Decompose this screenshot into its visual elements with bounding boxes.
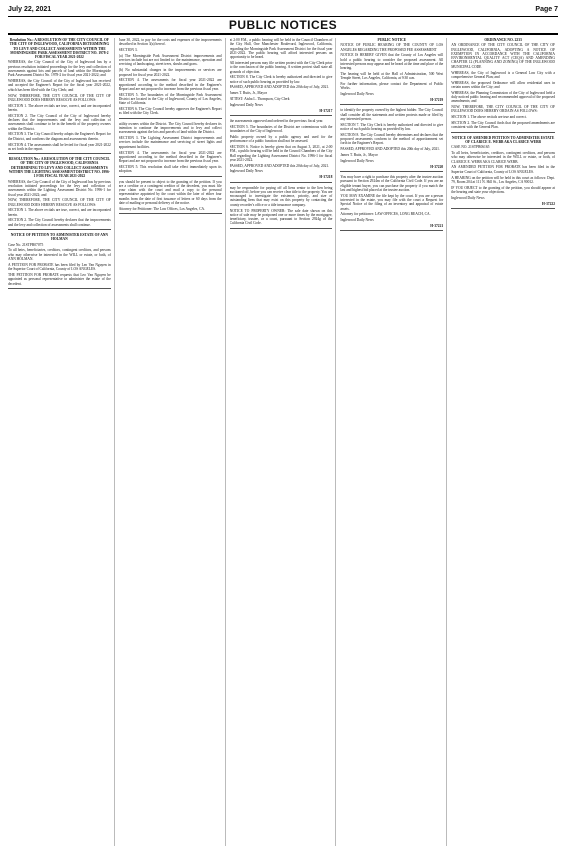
notice-divider: [8, 229, 111, 230]
notice-column: [119, 38, 226, 846]
notice-column: [8, 38, 115, 846]
notice-divider: [8, 288, 111, 289]
notice-paragraph: AN ORDINANCE OF THE CITY COUNCIL OF THE CITY OF INGLEWOOD, CALIFORNIA, ADOPTING A NOTICE OF EXEMPTION IN ACCORDANCE WITH THE CALIFORNIA ENVIRONMENTAL QUALITY ACT (CEQA) AND AMENDING CHAPTER 12 (PLANNING AND ZONING) OF THE INGLEWOOD MUNICIPAL CODE: [451, 43, 555, 69]
notice-paragraph: SECTION 1. The above recitals are true, correct, and are incorporated herein.: [8, 208, 111, 217]
notice-paragraph: A PETITION FOR PROBATE has been filed by Leo Van Nguyen in the Superior Court of California, County of LOS ANGELES.: [8, 262, 111, 272]
notice-columns: [8, 38, 558, 846]
notice-paragraph: WHEREAS, the Planning Commission of the City of Inglewood held a duly noticed public hearing and recommended approval of the proposed amendments; and: [451, 90, 555, 104]
notice-divider: [451, 132, 555, 133]
legal-notice: [8, 38, 111, 154]
notice-divider: [230, 228, 333, 229]
notice-paragraph: A HEARING on the petition will be held in this court as follows: Dept. 79, Room 204 at 111 N. Hill St., Los Angeles, CA 90012.: [451, 175, 555, 184]
notice-divider: [119, 213, 222, 214]
notice-id: H-37219: [430, 98, 444, 103]
notice-paragraph: Inglewood Daily News: [340, 218, 374, 223]
legal-notice: [340, 38, 443, 105]
notice-paragraph: NOTICE IS HEREBY GIVEN that the County of Los Angeles will hold a public hearing to consider the proposed assessment. All interested persons may appear and be heard at the time and place of the hearing.: [340, 53, 444, 71]
notice-paragraph: SECTION 5. This resolution shall take effect immediately upon its adoption.: [118, 164, 222, 174]
notice-paragraph: Inglewood Daily News: [451, 195, 485, 200]
notice-paragraph: SECTION 5. The boundaries of the District are coterminous with the boundaries of the City of Inglewood.: [229, 124, 333, 134]
notice-column: [230, 38, 337, 846]
notice-paragraph: The hearing will be held at the Hall of Administration, 500 West Temple Street, Los Angeles, California, at 9:30 a.m.: [340, 72, 444, 81]
notice-paragraph: SECTION 3.: [118, 48, 138, 53]
notice-paragraph: Public property owned by a public agency and used for the performance of a public function shall not be assessed.: [229, 134, 333, 144]
notice-paragraph: SECTION 5. The boundaries of the Morningside Park Assessment District are located in the City of Inglewood, County of Los Angeles, State of California.: [118, 92, 222, 106]
notice-paragraph: utility owners within the District. The City Council hereby declares its intention to continue the improvements and to levy and collect assessments against the lots and parcels of land within the District.: [118, 121, 222, 135]
notice-paragraph: To all heirs, beneficiaries, creditors, contingent creditors, and persons who may otherwise be interested in the WILL or estate, or both, of CLARICE E. WEBB AKA CLARICE WEBB.: [451, 151, 555, 164]
legal-notice: [451, 136, 555, 209]
page-header: [8, 4, 558, 14]
notice-title: ORDINANCE NO. 2233: [484, 38, 522, 42]
notice-paragraph: SECTION 3. The Lighting Assessment District improvements and services include the maintenance and servicing of street lights and appurtenant facilities.: [118, 136, 222, 149]
legal-notice: [119, 180, 222, 215]
notice-column: [340, 38, 447, 846]
notice-paragraph: WHEREAS, the City of Inglewood is a General Law City with a comprehensive General Plan; and: [451, 70, 555, 79]
notice-paragraph: SECTION 2. The City Council finds that the proposed amendments are consistent with the General Plan.: [451, 121, 555, 130]
page-number: Page 7: [535, 5, 558, 13]
notice-id: H-37218: [319, 175, 333, 180]
notice-divider: [340, 171, 443, 172]
notice-paragraph: ATTEST: Aisha L. Thompson, City Clerk: [229, 97, 290, 102]
notice-title: Resolution No.: A RESOLUTION OF THE CITY COUNCIL OF THE CITY OF INGLEWOOD, CALIFORNIA DETERMINING TO LEVY AND COLLECT ASSESSMENTS WITHIN THE MORNINGSIDE PARK ASSESSMENT DISTRICT NO. 1978-2 FOR FISCAL YEAR 2021-2022: [9, 38, 110, 60]
legal-notice: [230, 119, 333, 183]
notice-divider: [451, 208, 555, 209]
notice-paragraph: WHEREAS, the City Council of the City of Inglewood has received and accepted the Engineer's Report for the fiscal year 2021-2022, which has been filed with the City Clerk; and: [8, 79, 111, 92]
notice-paragraph: Case No. 21STPB07075: [8, 242, 44, 247]
notice-id: H-37222: [542, 201, 555, 206]
notice-paragraph: SECTION 6. The City Council hereby approves the Engineer's Report as filed with the City Clerk.: [118, 107, 222, 116]
notice-id: H-37220: [430, 164, 444, 169]
notice-paragraph: Attorney for petitioner: LAW OFFICES, LONG BEACH, CA.: [340, 212, 431, 217]
notice-paragraph: Inglewood Daily News: [340, 92, 374, 97]
notice-paragraph: Inglewood Daily News: [229, 102, 263, 107]
legal-notice: [119, 122, 222, 177]
notice-paragraph: may be responsible for paying off all liens senior to the lien being auctioned off, before you can receive clear title to the property. You are encouraged to investigate the existence, priority, and size of outstanding liens that may exist on this property by contacting the county recorder's office or a title insurance company.: [229, 185, 333, 207]
notice-paragraph: the assessments approved and ordered in the previous fiscal year.: [229, 118, 324, 123]
notice-paragraph: PASSED, APPROVED AND ADOPTED this 20th day of July, 2021.: [229, 163, 330, 168]
notice-paragraph: SECTION 8. The City Council hereby determines and declares that the proposed assessments conform to the method of apportionment set forth in the Engineer's Report.: [340, 132, 444, 146]
notice-paragraph: (b) No substantial changes in the improvements or services are proposed for fiscal year 2021-2022.: [118, 68, 222, 77]
notice-paragraph: Inglewood Daily News: [340, 158, 374, 163]
notice-paragraph: SECTION 7. The City Clerk is hereby authorized and directed to give notice of such public hearing as provided by law.: [340, 122, 444, 132]
legal-notice: [230, 186, 333, 229]
notice-paragraph: NOTICE OF PUBLIC HEARING OF THE COUNTY OF LOS ANGELES REGARDING THE PROPOSED FEE ASSESSMENT: [340, 43, 444, 52]
notice-paragraph: SECTION 4. The assessments for fiscal year 2021-2022 are apportioned according to the method described in the Engineer's Report and are not proposed to increase from the previous fiscal year.: [118, 78, 222, 91]
notice-paragraph: you should be present to object to the granting of the petition. If you are a creditor or a contingent creditor of the decedent, you must file your claim with the court and mail a copy to the personal representative appointed by the court within the later of either four months from the date of first issuance of letters or 60 days from the date of mailing or personal delivery of the notice.: [118, 179, 222, 205]
notice-divider: [8, 153, 111, 154]
notice-divider: [119, 176, 222, 177]
notice-paragraph: James T. Butts, Jr., Mayor: [340, 153, 378, 158]
notice-paragraph: NOW, THEREFORE, THE CITY COUNCIL OF THE CITY OF INGLEWOOD DOES HEREBY RESOLVE AS FOLLOWS:: [8, 198, 111, 207]
notice-paragraph: WHEREAS, the proposed Ordinance will allow residential uses in certain zones within the City; and: [451, 80, 555, 89]
notice-title: NOTICE OF PETITION TO ADMINISTER ESTATE OF ANN HOLMAN: [10, 233, 108, 242]
notice-divider: [340, 230, 443, 231]
notice-paragraph: WHEREAS, the City Council of the City of Inglewood has by previous resolution initiated proceedings for the levy and collection of assessments within the Lighting Assessment District No. 1996-1 for fiscal year 2021-2022; and: [8, 179, 111, 197]
notice-paragraph: SECTION 8. The City Clerk is hereby authorized and directed to give notice of such public hearing as provided by law.: [229, 75, 333, 84]
notice-paragraph: NOW, THEREFORE, THE CITY COUNCIL OF THE CITY OF INGLEWOOD DOES HEREBY RESOLVE AS FOLLOWS:: [8, 93, 111, 102]
notice-paragraph: SECTION 4. The assessments shall be levied for fiscal year 2021-2022 as set forth in the report.: [8, 142, 111, 151]
notice-title: RESOLUTION No.: A RESOLUTION OF THE CITY COUNCIL OF THE CITY OF INGLEWOOD, CALIFORNIA DETERMINING TO LEVY AND COLLECT ASSESSMENTS WITHIN THE LIGHTING ASSESSMENT DISTRICT NO. 1996-1 FOR FISCAL YEAR 2021-2022: [8, 157, 110, 179]
notice-paragraph: SECTION 4. The assessments for fiscal year 2021-2022 are apportioned according to the method described in the Engineer's Report and are not proposed to increase from the previous fiscal year.: [118, 150, 222, 164]
notice-paragraph: AN AMENDED PETITION FOR PROBATE has been filed in the Superior Court of California, County of LOS ANGELES.: [451, 165, 555, 174]
legal-notice: [340, 108, 443, 172]
notice-paragraph: PASSED, APPROVED AND ADOPTED this 20th day of July, 2021.: [340, 147, 440, 152]
notice-paragraph: NOW, THEREFORE, THE CITY COUNCIL OF THE CITY OF INGLEWOOD DOES HEREBY ORDAIN AS FOLLOWS:: [451, 105, 555, 114]
legal-notice: [340, 175, 443, 231]
notice-paragraph: SECTION 2. The City Council hereby declares that the improvements and the levy and collection of assessments shall continue.: [8, 218, 111, 227]
notice-title: PUBLIC NOTICE: [377, 38, 407, 42]
notice-paragraph: SECTION 2. The City Council of the City of Inglewood hereby declares that the improvements and the levy and collection of assessments shall continue to be in the benefit of the property owners within the District.: [8, 113, 111, 131]
notice-paragraph: SECTION 1. The above recitals are true and correct.: [451, 115, 527, 120]
notice-id: H-37221: [430, 223, 444, 228]
notice-paragraph: THE PETITION FOR PROBATE requests that Leo Van Nguyen be appointed as personal representative to administer the estate of the decedent.: [8, 272, 111, 286]
notice-paragraph: (a) The Morningside Park Assessment District improvements and services include but are not limited to: the maintenance, operation and servicing of landscaping, street trees, shrubs and grass.: [118, 53, 222, 67]
notice-paragraph: CASE NO. 21STPB06165: [451, 145, 490, 150]
legal-notice: [119, 38, 222, 119]
notice-paragraph: You may have a right to purchase this property after the trustee auction pursuant to Section 2924m of the California Civil Code. If you are an eligible tenant buyer, you can purchase the property if you match the last and highest bid placed at the trustee auction.: [340, 174, 444, 192]
legal-notice: [8, 157, 111, 230]
notice-paragraph: Attorney for Petitioner: The Law Offices, Los Angeles, CA.: [118, 206, 205, 211]
legal-notice: [230, 38, 333, 116]
notice-title: NOTICE OF AMENDED PETITION TO ADMINISTER ESTATE OF CLARICE E. WEBB AKA CLARICE WEBB: [451, 135, 555, 144]
notice-divider: [119, 118, 222, 119]
notice-column: [451, 38, 558, 846]
notice-paragraph: PASSED, APPROVED AND ADOPTED this 20th day of July, 2021.: [229, 85, 330, 90]
legal-notice: [451, 38, 555, 133]
notice-paragraph: All interested persons may file written protest with the City Clerk prior to the conclusion of the public hearing. A written protest shall state all grounds of objection.: [229, 60, 333, 74]
legal-notice: [8, 233, 111, 289]
section-title: PUBLIC NOTICES: [8, 16, 558, 35]
notice-paragraph: SECTION 1. The above recitals are true, correct, and are incorporated herein.: [8, 103, 111, 112]
notice-paragraph: James T. Butts, Jr., Mayor: [229, 91, 267, 96]
notice-divider: [230, 115, 333, 116]
notice-divider: [340, 104, 443, 105]
notice-paragraph: For further information, please contact the Department of Public Works.: [340, 82, 444, 91]
notice-paragraph: IF YOU OBJECT to the granting of the petition, you should appear at the hearing and state your objections.: [451, 185, 555, 194]
notice-divider: [230, 182, 333, 183]
notice-paragraph: Inglewood Daily News: [229, 169, 263, 174]
notice-paragraph: at 2:00 P.M., a public hearing will be held in the Council Chambers of the City Hall, One Manchester Boulevard, Inglewood, California, regarding the Morningside Park Assessment District for the fiscal year 2021-2022. The public hearing will afford interested persons an opportunity to be heard.: [229, 38, 333, 60]
notice-paragraph: SECTION 6. Notice is hereby given that on August 3, 2021, at 2:00 P.M., a public hearing will be held in the Council Chambers of the City Hall regarding the Lighting Assessment District No. 1996-1 for fiscal year 2021-2022.: [229, 144, 333, 162]
issue-date: July 22, 2021: [8, 5, 52, 13]
notice-paragraph: YOU MAY EXAMINE the file kept by the court. If you are a person interested in the estate, you may file with the court a Request for Special Notice of the filing of an inventory and appraisal of estate assets.: [340, 193, 444, 211]
notice-paragraph: To all heirs, beneficiaries, creditors, contingent creditors, and persons who may otherwise be interested in the WILL or estate, or both, of ANN HOLMAN.: [8, 248, 111, 262]
notice-paragraph: SECTION 3. The City Council hereby adopts the Engineer's Report for the District, and confirms the diagram and assessments therein.: [8, 132, 111, 141]
notice-paragraph: June 30, 2022, to pay for the costs and expenses of the improvements described in Section 3(a) hereof.: [118, 38, 222, 47]
notice-paragraph: to identify the property owned by the highest bidder. The City Council shall consider all the statements and written protests made or filed by any interested person.: [340, 108, 444, 121]
notice-paragraph: WHEREAS, the City Council of the City of Inglewood has by a previous resolution initiated proceedings for the levy and collection of assessments against lots and parcels of land within the Morningside Park Assessment District No. 1978-2 for fiscal year 2021-2022; and: [8, 60, 111, 78]
notice-id: H-37217: [319, 108, 333, 113]
notice-paragraph: NOTICE TO PROPERTY OWNER: The sale date shown on this notice of sale may be postponed one or more times by the mortgagee, beneficiary, trustee, or a court, pursuant to Section 2924g of the California Civil Code.: [229, 208, 333, 226]
